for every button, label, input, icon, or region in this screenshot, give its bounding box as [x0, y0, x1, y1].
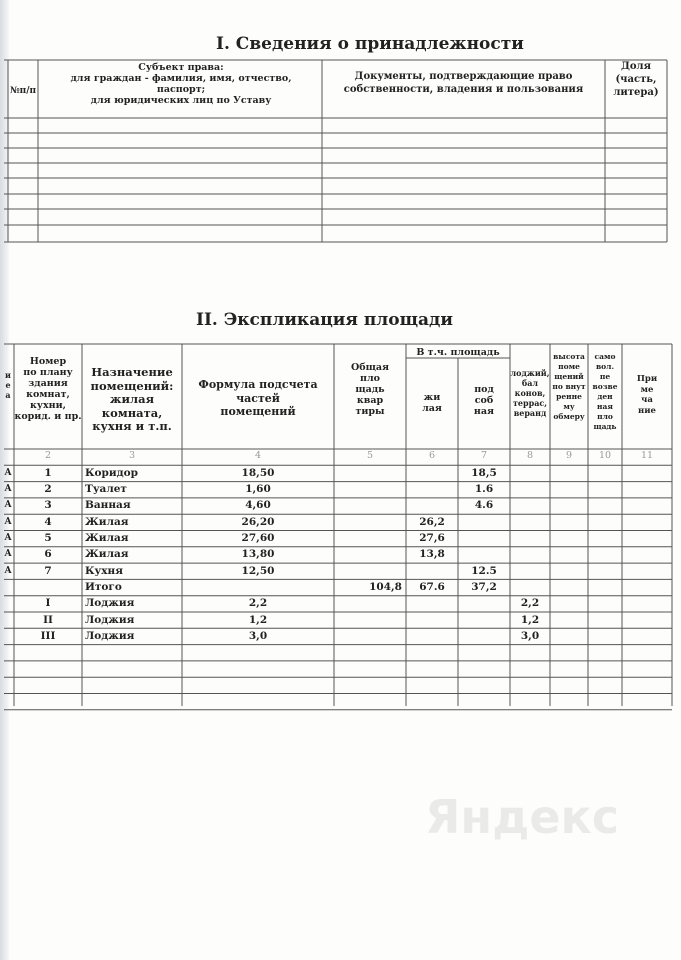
header-unauth-line: возве: [592, 382, 618, 391]
header-aux-line: соб: [474, 395, 494, 406]
cell-formula: 1,60: [245, 483, 271, 496]
header-loggia-line: веранд: [513, 408, 547, 418]
col-number: 7: [480, 450, 488, 461]
cell-name: Лоджия: [85, 597, 135, 610]
header-purpose-line: кухня и т.п.: [92, 419, 172, 433]
header-subject-line: Субъект права:: [138, 62, 224, 73]
cell-lit: А: [4, 549, 12, 560]
header-height-line: обмеру: [553, 412, 585, 421]
header-formula-line: Формула подсчета: [198, 378, 318, 391]
cell-name: Туалет: [85, 483, 127, 496]
cell-name: Жилая: [85, 515, 129, 528]
header-note-line: При: [636, 374, 658, 384]
cell-lit: А: [4, 565, 12, 576]
cell-num: 6: [44, 548, 52, 561]
col-number: 9: [565, 450, 573, 461]
header-living-line: жи: [423, 392, 441, 403]
cell-formula: 13,80: [241, 548, 275, 561]
cell-formula: 27,60: [241, 532, 275, 544]
header-purpose-line: Назначение: [91, 365, 173, 379]
cell-loggia: 3,0: [520, 629, 540, 642]
header-height-line: ренне: [556, 392, 582, 401]
yandex-watermark: Яндекс: [425, 790, 620, 844]
cell-living: 26,2: [419, 515, 445, 528]
header-loggia-line: бал: [521, 378, 539, 388]
header-note-line: ние: [638, 405, 656, 416]
col-number: 4: [254, 450, 262, 461]
cell-num: 4: [44, 515, 52, 528]
cell-lit: А: [4, 516, 12, 527]
cell-formula: 1,2: [248, 613, 268, 626]
header-number-line: здания: [28, 378, 68, 389]
header-total-line: Общая: [350, 362, 390, 373]
cell-num: 7: [44, 564, 52, 577]
cell-formula: 18,50: [241, 466, 275, 479]
header-documents-line: Документы, подтверждающие право: [354, 71, 573, 82]
col-number: 11: [640, 450, 654, 461]
header-unauth-line: пе: [599, 372, 611, 381]
header-subject-line: паспорт;: [156, 84, 206, 95]
cell-lit: А: [4, 533, 12, 543]
header-total-line: тиры: [355, 406, 385, 417]
cell-formula: 26,20: [241, 515, 275, 528]
col-number: 6: [428, 450, 436, 461]
cell-loggia: 1,2: [520, 613, 540, 626]
header-height-line: высота: [553, 352, 585, 361]
cell-num: 1: [44, 466, 52, 479]
header-loggia-line: лоджий,: [510, 368, 550, 378]
cell-num: I: [45, 597, 51, 610]
header-total-line: пло: [360, 373, 380, 384]
cell-name: Коридор: [85, 466, 139, 479]
header-formula-line: частей: [236, 391, 280, 405]
cell-aux: 1.6: [474, 483, 494, 496]
cell-name: Жилая: [85, 532, 129, 544]
header-unauth-line: ная: [597, 402, 613, 411]
header-note-line: ме: [640, 384, 654, 395]
header-unauth-line: пло: [597, 412, 613, 421]
header-letter-char: а: [5, 390, 11, 400]
cell-formula: 4,60: [245, 499, 271, 512]
cell-formula: 2,2: [248, 597, 268, 610]
col-number: 5: [366, 450, 374, 461]
cell-aux: 4.6: [474, 499, 494, 512]
header-unauth-line: само: [594, 352, 616, 361]
header-height-line: щений: [554, 372, 584, 381]
cell-num: 3: [44, 499, 52, 512]
header-num-pp: №п/п: [9, 86, 37, 96]
header-height-line: поме: [558, 362, 580, 371]
header-documents-line: собственности, владения и пользования: [343, 84, 584, 95]
cell-name: Лоджия: [85, 613, 135, 626]
header-unauth-line: щадь: [593, 422, 617, 431]
header-number-line: комнат,: [26, 389, 70, 400]
header-share-line: литера): [613, 87, 659, 98]
header-subject-line: для юридических лиц по Уставу: [90, 95, 272, 106]
cell-num: III: [40, 629, 56, 642]
header-number-line: корид. и пр.: [14, 411, 82, 422]
cell-name: Кухня: [85, 564, 123, 577]
col-number: 2: [44, 450, 52, 461]
header-share-line: Доля: [621, 61, 651, 72]
header-incl-area: В т.ч. площадь: [416, 347, 500, 358]
cell-num: 5: [44, 532, 52, 544]
header-total-line: щадь: [355, 384, 385, 395]
cell-name: Итого: [85, 580, 122, 593]
col-number: 8: [526, 450, 534, 461]
header-number-line: кухни,: [30, 400, 66, 411]
header-living-line: лая: [422, 403, 442, 414]
header-letter-char: и: [5, 370, 11, 380]
cell-lit: А: [4, 484, 12, 495]
header-aux-line: под: [474, 384, 494, 395]
col-number: 3: [128, 450, 136, 461]
cell-living: 67.6: [419, 580, 445, 593]
header-number-line: Номер: [29, 356, 67, 367]
cell-loggia: 2,2: [520, 597, 540, 610]
cell-num: II: [43, 613, 53, 626]
header-aux-line: ная: [473, 406, 495, 417]
header-formula-line: помещений: [220, 405, 296, 418]
cell-total: 104,8: [369, 580, 402, 593]
cell-living: 27,6: [419, 532, 445, 544]
header-unauth-line: вол.: [595, 362, 615, 371]
header-purpose-line: помещений:: [90, 378, 174, 393]
cell-lit: А: [4, 500, 12, 511]
header-note-line: ча: [641, 395, 653, 405]
header-loggia-line: террас,: [512, 398, 548, 408]
section2-title: II. Экспликация площади: [196, 310, 453, 330]
header-letter-char: е: [5, 380, 11, 390]
header-subject-line: для граждан - фамилия, имя, отчество,: [70, 73, 292, 84]
header-loggia-line: конов,: [514, 388, 546, 398]
header-purpose-line: жилая: [109, 392, 155, 406]
col-number: 10: [598, 450, 612, 461]
cell-aux: 12.5: [471, 564, 497, 577]
header-purpose-line: комната,: [101, 405, 163, 420]
cell-num: 2: [44, 483, 52, 496]
header-share-line: (часть,: [615, 74, 657, 85]
header-height-line: по внут: [552, 382, 586, 391]
section1-title: I. Сведения о принадлежности: [216, 34, 524, 54]
header-number-line: по плану: [23, 367, 73, 378]
cell-name: Ванная: [85, 499, 131, 512]
cell-aux: 18,5: [471, 466, 497, 479]
cell-living: 13,8: [419, 548, 445, 561]
header-total-line: квар: [356, 395, 384, 406]
cell-formula: 3,0: [248, 629, 268, 642]
cell-formula: 12,50: [241, 564, 275, 577]
header-unauth-line: ден: [597, 392, 613, 401]
header-height-line: му: [563, 402, 575, 411]
cell-name: Лоджия: [85, 629, 135, 642]
cell-name: Жилая: [85, 548, 129, 561]
cell-aux: 37,2: [471, 580, 497, 593]
cell-lit: А: [4, 467, 12, 478]
